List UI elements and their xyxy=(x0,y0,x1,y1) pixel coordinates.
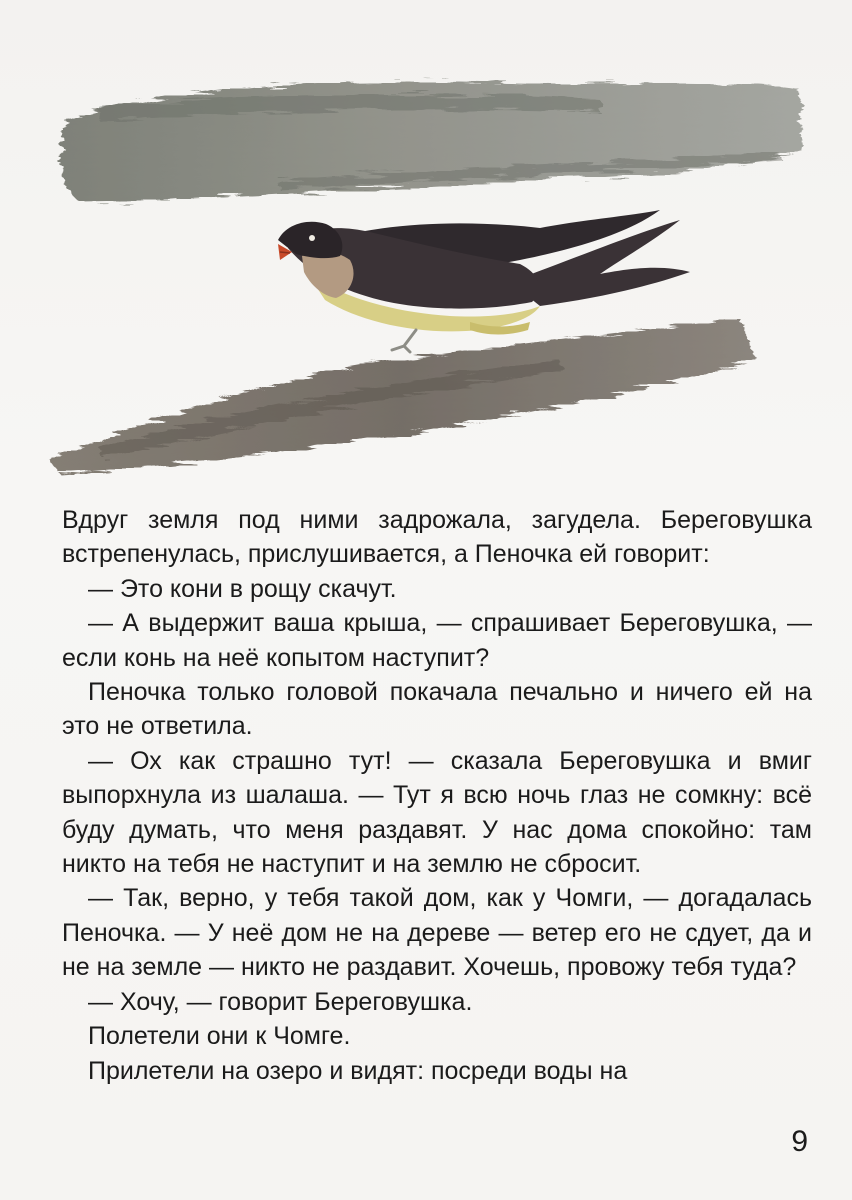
paragraph: — Это кони в рощу скачут. xyxy=(88,574,397,603)
paragraph: — А выдержит ваша крыша, — спрашивает Береговушка, — если конь на неё копытом наступит? xyxy=(62,609,812,672)
paragraph: Полетели они к Чомге. xyxy=(88,1022,351,1051)
paragraph: — Так, верно, у тебя такой дом, как у Чомги, — догадалась Пеночка. — У неё дом не на дереве — ветер его не сдует, да и не на земле — никто не раздавит. Хочешь, провожу тебя туда? xyxy=(62,884,812,982)
paragraph: — Ох как страшно тут! — сказала Береговушка и вмиг выпорхнула из шалаша. — Тут я всю ночь глаз не сомкну: всё буду думать, что меня раздавят. У нас дома спокойно: там никто на тебя не наступит и на землю не сбросит. xyxy=(62,746,812,879)
page-number: 9 xyxy=(791,1125,808,1158)
paragraph: Вдруг земля под ними задрожала, загудела. Береговушка встрепенулась, прислушивается, а Пеночка ей говорит: xyxy=(62,506,812,569)
sky-brush-stroke xyxy=(61,81,802,202)
paragraph: — Хочу, — говорит Береговушка. xyxy=(88,987,473,1016)
swallow-bird xyxy=(278,210,690,352)
swallow-illustration xyxy=(40,60,830,500)
paragraph: Пеночка только головой покачала печально и ничего ей на это не ответила. xyxy=(62,678,812,741)
ground-brush-stroke xyxy=(50,318,756,474)
paragraph: Прилетели на озеро и видят: посреди воды на xyxy=(88,1056,628,1085)
story-text xyxy=(62,503,812,1088)
